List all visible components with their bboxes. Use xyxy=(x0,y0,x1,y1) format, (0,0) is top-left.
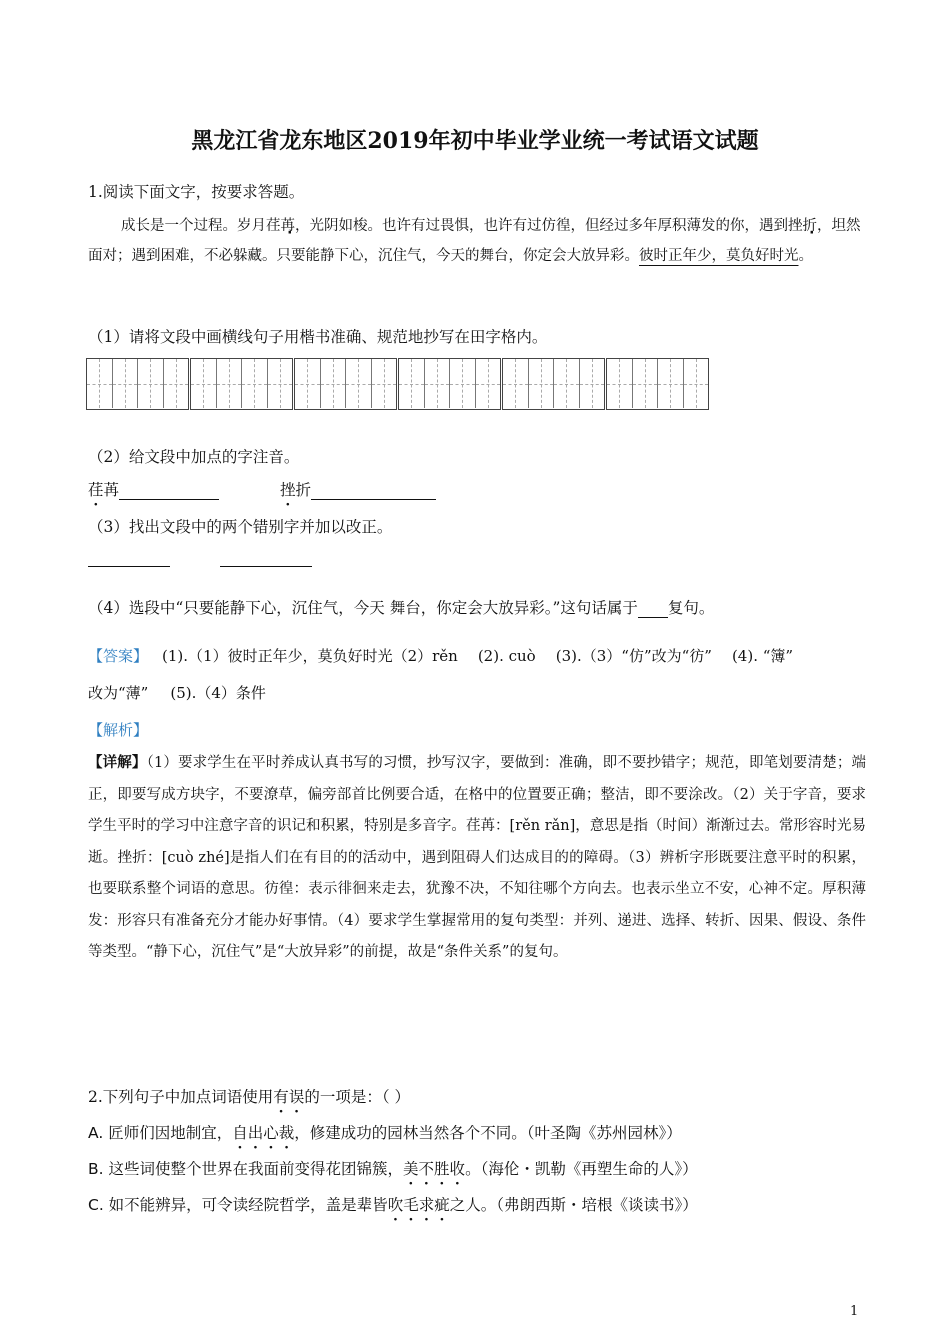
page-title: 黑龙江省龙东地区2019年初中毕业学业统一考试语文试题 xyxy=(191,128,759,154)
answer-line-2: 改为“薄” (5).（4）条件 xyxy=(88,684,266,702)
analysis-tag: 【解析】 xyxy=(88,721,149,739)
answer-line-1: 【答案】 (1).（1）彼时正年少，莫负好时光（2）rěn (2). cuò (3).（3）“仿”改为“彷” (4). “簿” xyxy=(88,647,794,665)
q1-sub2: （2）给文段中加点的字注音。 xyxy=(88,448,300,466)
answer-blank[interactable] xyxy=(311,481,436,500)
q1-sub4: （4）选段中“只要能静下心，沉住气，今天 舞台，你定会大放异彩。”这句话属于 复句。 xyxy=(88,599,715,617)
dotted-char: 荏 xyxy=(266,218,281,234)
dotted-char: 挫 xyxy=(788,218,803,234)
q1-sub3: （3）找出文段中的两个错别字并加以改正。 xyxy=(88,518,393,536)
q1-sub2-words-2: 挫折 xyxy=(280,478,436,500)
page-number: 1 xyxy=(850,1304,859,1319)
answer-blank[interactable] xyxy=(119,481,219,500)
answer-blank[interactable] xyxy=(638,599,668,618)
answer-blank[interactable] xyxy=(88,566,170,567)
q2-stem: 2.下列句子中加点词语使用有误的一项是：（ ） xyxy=(88,1088,411,1106)
explanation: 【详解】（1）要求学生在平时养成认真书写的习惯，抄写汉字，要做到：准确，即不要抄错字；规范，即笔划要清楚；端正，即要写成方块字，不要潦草，偏旁部首比例要合适，在格中的位置要正确；整洁，即不要涂改。（2）关于字音，要求学生平时的学习中注意字音的识记和积累，特别是多音字。荏苒：[rěn rǎn]，意思是指（时间）渐渐过去。常形容时光易逝。挫折：[cuò zhé]是指人们在有目的的活动中，遇到阻碍人们达成目的的障碍。（3）辨析字形既要注意平时的积累，也要联系整个词语的意思。彷徨：表示徘徊来走去，犹豫不决，不知往哪个方向去。也表示坐立不安，心神不定。厚积薄发：形容只有准备充分才能办好事情。（4）要求学生掌握常用的复句类型：并列、递进、选择、转折、因果、假设、条件等类型。“静下心，沉住气”是“大放异彩”的前提，故是“条件关系”的复句。 xyxy=(88,754,866,960)
underlined-sentence: 彼时正年少，莫负好时光 xyxy=(639,248,799,264)
option-b[interactable]: B. 这些词使整个世界在我面前变得花团锦簇，美不胜收。（海伦・凯勒《再塑生命的人》） xyxy=(88,1160,698,1178)
answer-blank[interactable] xyxy=(220,566,312,567)
answer-tag: 【答案】 xyxy=(88,647,149,665)
q1-sub2-words: 荏苒 xyxy=(88,478,219,500)
q1-passage: 成长是一个过程。岁月荏苒，光阴如梭。也许有过畏惧，也许有过仿徨，但经过多年厚积薄发的你，遇到挫折，坦然面对；遇到困难，不必躲藏。只要能静下心，沉住气，今天的舞台，你定会大放异彩。彼时正年少，莫负好时光。 xyxy=(88,218,861,264)
tianzige-grid[interactable] xyxy=(86,358,710,410)
option-c[interactable]: C. 如不能辨异，可令读经院哲学，盖是辈皆吹毛求疵之人。（弗朗西斯・培根《谈读书》） xyxy=(88,1196,698,1214)
q1-stem: 1.阅读下面文字，按要求答题。 xyxy=(88,183,305,201)
q1-sub1: （1）请将文段中画横线句子用楷书准确、规范地抄写在田字格内。 xyxy=(88,328,548,346)
option-a[interactable]: A. 匠师们因地制宜，自出心裁，修建成功的园林当然各个不同。（叶圣陶《苏州园林》） xyxy=(88,1124,682,1142)
